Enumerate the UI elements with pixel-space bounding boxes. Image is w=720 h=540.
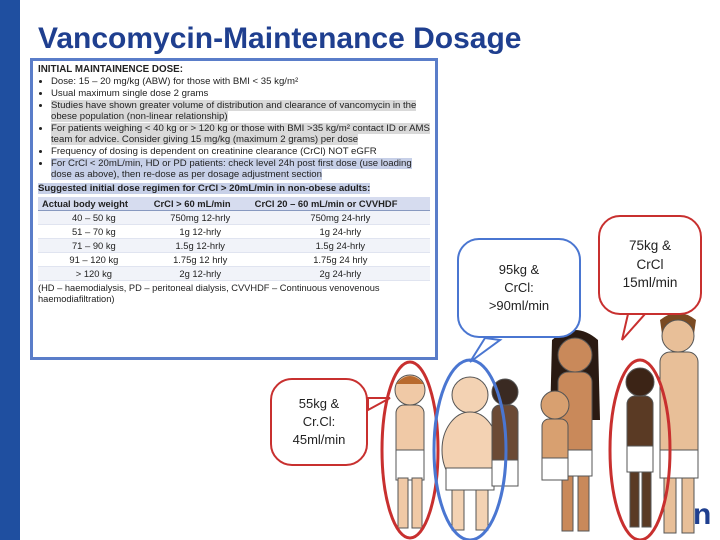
table-cell: 2g 12-hrly bbox=[150, 266, 251, 280]
guideline-bullet-text: Studies have shown greater volume of distribution and clearance of vancomycin in the obese population (non-linear relationship) bbox=[51, 100, 417, 123]
patient-figure-6 bbox=[626, 368, 654, 527]
callout-line: >90ml/min bbox=[488, 298, 550, 314]
dose-table-header-row bbox=[38, 197, 430, 211]
table-cell: 1g 12-hrly bbox=[150, 224, 251, 238]
left-accent-bar bbox=[0, 0, 20, 540]
table-cell: 750mg 12-hrly bbox=[150, 210, 251, 224]
callout-line: 55kg & bbox=[298, 395, 340, 411]
patient-figure-5 bbox=[541, 391, 569, 480]
dose-table-title bbox=[38, 183, 430, 195]
table-cell: > 120 kg bbox=[38, 266, 150, 280]
guideline-bullets bbox=[38, 76, 430, 180]
table-cell: 2g 24-hrly bbox=[251, 266, 430, 280]
table-cell: 91 – 120 kg bbox=[38, 252, 150, 266]
dose-table-title-text: Suggested initial dose regimen for CrCl > 20mL/min in non-obese adults: bbox=[38, 183, 371, 195]
callout-line: 95kg & bbox=[498, 261, 540, 277]
dose-table-header: Actual body weight bbox=[38, 197, 150, 211]
patient-callout-55kg bbox=[270, 378, 368, 466]
guideline-bullet: • Frequency of dosing is dependent on creatinine clearance (CrCl) NOT eGFR bbox=[51, 146, 430, 157]
dose-table-header: CrCl > 60 mL/min bbox=[150, 197, 251, 211]
table-cell: 1.5g 12-hrly bbox=[150, 238, 251, 252]
guideline-heading: INITIAL MAINTAINENCE DOSE: bbox=[38, 64, 183, 75]
table-cell: 40 – 50 kg bbox=[38, 210, 150, 224]
table-row bbox=[38, 210, 430, 224]
guideline-bullet bbox=[51, 158, 430, 180]
callout-line: CrCl: bbox=[504, 279, 534, 295]
table-row bbox=[38, 252, 430, 266]
table-cell: 750mg 24-hrly bbox=[251, 210, 430, 224]
guideline-bullet bbox=[51, 123, 430, 145]
guideline-bullet bbox=[51, 100, 430, 122]
guideline-bullet: • Usual maximum single dose 2 grams bbox=[51, 88, 430, 99]
table-cell: 1g 24-hrly bbox=[251, 224, 430, 238]
patient-callout-95kg bbox=[457, 238, 581, 338]
blue-callout-tail bbox=[470, 338, 500, 362]
guideline-bullet: • Dose: 15 – 20 mg/kg (ABW) for those with BMI < 35 kg/m² bbox=[51, 76, 430, 87]
callout-line: Cr.Cl: bbox=[302, 413, 336, 429]
callout-line: 15ml/min bbox=[622, 275, 678, 291]
table-row bbox=[38, 238, 430, 252]
table-cell: 1.5g 24-hrly bbox=[251, 238, 430, 252]
table-cell: 1.75g 12 hrly bbox=[150, 252, 251, 266]
abbreviations-footnote: (HD – haemodialysis, PD – peritoneal dialysis, CVVHDF – Continuous venovenous haemodiafiltration) bbox=[38, 282, 380, 304]
patient-figure-2 bbox=[442, 377, 498, 530]
guideline-bullet-text: For patients weighing < 40 kg or > 120 kg or those with BMI >35 kg/m² contact ID or AMS team for advice. Consider giving 15 mg/kg (maximum 2 grams) per dose bbox=[51, 123, 430, 146]
table-cell: 51 – 70 kg bbox=[38, 224, 150, 238]
slide-title: Vancomycin-Maintenance Dosage bbox=[38, 22, 522, 55]
callout-line: CrCl bbox=[636, 256, 664, 272]
dose-table bbox=[38, 197, 430, 281]
logo-fragment: n bbox=[693, 498, 712, 531]
patient-callout-75kg bbox=[598, 215, 702, 315]
guideline-bullet-text: For CrCl < 20mL/min, HD or PD patients: check level 24h post first dose (use loading dose as above), then re-dose as per dosage adjustment section bbox=[51, 158, 412, 181]
table-row bbox=[38, 266, 430, 280]
callout-line: 45ml/min bbox=[292, 432, 346, 448]
table-cell: 71 – 90 kg bbox=[38, 238, 150, 252]
dose-table-header: CrCl 20 – 60 mL/min or CVVHDF bbox=[251, 197, 430, 211]
red-callout-tail-right bbox=[622, 314, 645, 340]
patient-figure-1 bbox=[395, 375, 425, 528]
table-row bbox=[38, 224, 430, 238]
table-cell: 1.75g 24 hrly bbox=[251, 252, 430, 266]
callout-line: 75kg & bbox=[628, 237, 672, 253]
